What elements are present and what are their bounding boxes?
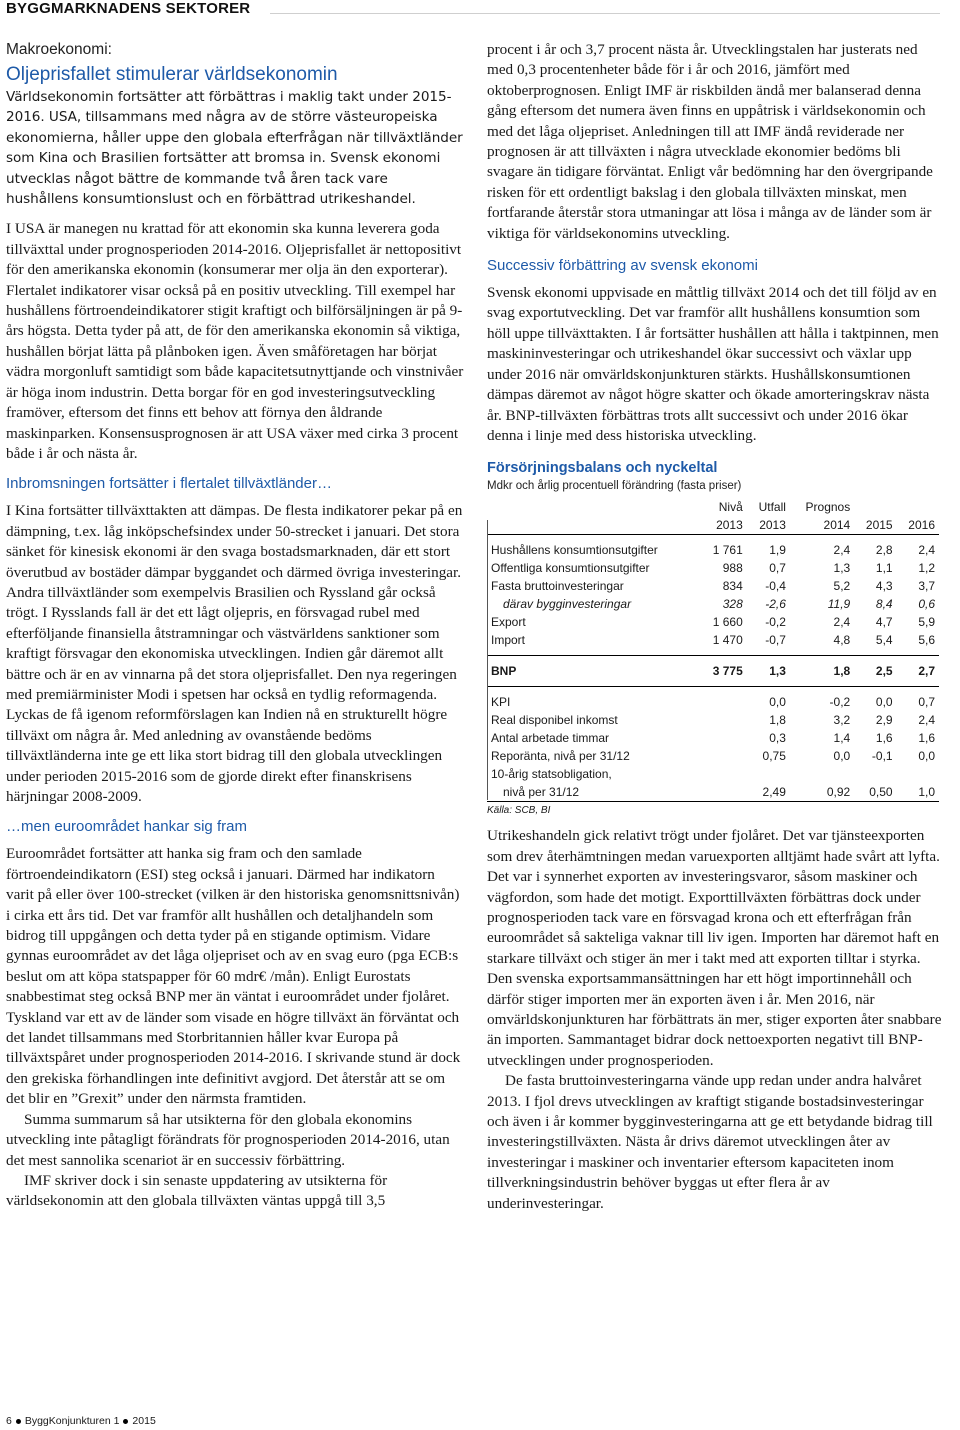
table-cell: 2016 bbox=[897, 516, 939, 535]
table-cell: -0,1 bbox=[871, 749, 893, 764]
table-cell: Reporänta, nivå per 31/12 bbox=[491, 749, 630, 764]
table-cell: därav bygginvesteringar bbox=[503, 597, 632, 612]
table-cell: BNP bbox=[491, 664, 517, 679]
table-row bbox=[487, 559, 939, 577]
table-cell: 1,4 bbox=[833, 731, 851, 746]
table-cell: 988 bbox=[722, 561, 743, 576]
table-header-row bbox=[487, 516, 939, 535]
table-cell: 3 775 bbox=[712, 664, 743, 679]
table-cell: 1,0 bbox=[897, 783, 939, 802]
table-cell: Utfall bbox=[758, 500, 786, 515]
table-row bbox=[487, 541, 939, 559]
paragraph-imf-continued: procent i år och 3,7 procent nästa år. Utvecklingstalen har justerats ned med 0,3 procentenheter både för i år och 2016, jämfört med oktoberprognosen. Enligt IMF är riskbilden ändå mer balanserad denna gång eftersom det numera även finns en uppåtrisk i världsekonomin och med det låga oljepriset. Anledningen till att IMF ändå reviderade ner prognosen är att tillväxten i några utvecklade ekonomier bedöms bli svagare än tidigare förväntat. Enligt vår bedömning har den övergripande risken för ett ordentligt bakslag i den globala tillväxten minskat, men fortfarande återstår stora utmaningar att lösa i många av de länder som är viktiga för världsekonomins utveckling. bbox=[487, 41, 933, 242]
table-cell: Export bbox=[491, 615, 526, 630]
table-row bbox=[487, 729, 939, 747]
table-cell: nivå per 31/12 bbox=[487, 783, 700, 802]
table-cell: 2,4 bbox=[833, 543, 851, 558]
table-cell: 0,92 bbox=[790, 783, 854, 802]
table-cell bbox=[487, 498, 700, 516]
publication-name: ByggKonjunkturen 1 bbox=[24, 1415, 120, 1427]
table-subtitle: Mdkr och årlig procentuell förändring (fasta priser) bbox=[487, 480, 742, 493]
table-cell: 2,4 bbox=[918, 713, 935, 728]
table-cell: 0,0 bbox=[875, 695, 893, 710]
table-row bbox=[487, 613, 939, 631]
table-left-rule bbox=[487, 520, 488, 800]
table-cell: 3,2 bbox=[833, 713, 851, 728]
table-cell: Real disponibel inkomst bbox=[491, 713, 618, 728]
table-cell: 0,7 bbox=[918, 695, 935, 710]
table-row bbox=[487, 711, 939, 729]
table-cell: -0,2 bbox=[765, 615, 786, 630]
table-cell: 10-årig statsobligation, bbox=[491, 767, 612, 782]
table-cell: -0,4 bbox=[765, 579, 786, 594]
paragraph-imf: IMF skriver dock i sin senaste uppdatering av utsikterna för världsekonomin att den globala tillväxten väntas uppgå till 3,5 bbox=[6, 1171, 388, 1210]
table-cell: 0,75 bbox=[762, 749, 786, 764]
table-cell: Import bbox=[491, 633, 526, 648]
heading-tillvaxtlander: Inbromsningen fortsätter i flertalet tillväxtländer… bbox=[6, 475, 332, 493]
table-cell: 1,9 bbox=[769, 543, 786, 558]
bullet-icon bbox=[16, 1419, 21, 1424]
section-title: BYGGMARKNADENS SEKTORER bbox=[6, 0, 251, 17]
publication-year: 2015 bbox=[132, 1415, 156, 1427]
page-header bbox=[0, 0, 960, 22]
table-cell: 0,0 bbox=[769, 695, 786, 710]
table-cell: 1 761 bbox=[712, 543, 743, 558]
paragraph-usa: I USA är manegen nu krattad för att ekonomin ska kunna leverera goda tillväxttal under prognosperioden 2014-2016. Oljeprisfallet är nettopositivt för den amerikanska ekonomin (konsumerar mer olja än den exporterar). Flertalet indikatorer visar också på en positiv utveckling. Till exempel har hushållens förtroendeindikatorer stigit kraftigt och bilförsäljningen är på 9-års högsta. Detta tyder på att, de för den amerikanska ekonomin så viktiga, hushållen börjat lätta på plånboken igen. Även småföretagen har börjat vädra morgonluft samtidigt som både kapacitetsutnyttjande och vinstnivåer är höga inom industrin. Detta borgar för en god investeringsutveckling framöver, eftersom det finns ett behov att förnya den åldrande maskinparken. Konsensusprognosen är att USA växer med cirka 3 procent både i år och nästa år. bbox=[6, 220, 464, 462]
table-cell: -0,7 bbox=[765, 633, 786, 648]
table-cell: 3,7 bbox=[918, 579, 935, 594]
table-cell bbox=[700, 729, 746, 747]
page-footer bbox=[6, 1415, 156, 1427]
table-cell: 1,6 bbox=[918, 731, 935, 746]
table-cell: 8,4 bbox=[875, 597, 893, 612]
table-row-bnp bbox=[487, 662, 939, 680]
table-cell bbox=[854, 498, 896, 516]
table-cell: 1,2 bbox=[918, 561, 935, 576]
table-row bbox=[487, 783, 939, 802]
heading-svensk-ekonomi: Successiv förbättring av svensk ekonomi bbox=[487, 257, 758, 275]
table-cell: 4,3 bbox=[875, 579, 893, 594]
table-cell: -0,2 bbox=[829, 695, 851, 710]
table-cell: 2014 bbox=[790, 516, 854, 535]
table-cell: 2015 bbox=[854, 516, 896, 535]
table-cell: 2,49 bbox=[747, 783, 790, 802]
table-cell bbox=[897, 498, 939, 516]
table-cell: 1,3 bbox=[769, 664, 786, 679]
table-cell: 2013 bbox=[747, 516, 790, 535]
left-column bbox=[6, 40, 464, 1212]
table-cell: 834 bbox=[722, 579, 743, 594]
key-figures-table bbox=[487, 498, 939, 802]
table-cell: 0,0 bbox=[918, 749, 935, 764]
table-cell: 1,1 bbox=[875, 561, 893, 576]
table-title: Försörjningsbalans och nyckeltal bbox=[487, 460, 718, 477]
table-cell: 1,3 bbox=[833, 561, 851, 576]
table-cell bbox=[700, 693, 746, 711]
table-cell: 1,6 bbox=[875, 731, 893, 746]
table-cell: 2,4 bbox=[918, 543, 935, 558]
table-cell: KPI bbox=[491, 695, 511, 710]
table-cell: Prognos bbox=[805, 500, 851, 515]
table-cell: 1 470 bbox=[712, 633, 743, 648]
table-cell: 5,2 bbox=[833, 579, 851, 594]
table-row bbox=[487, 631, 939, 649]
table-cell: 11,9 bbox=[827, 597, 851, 612]
table-cell: 328 bbox=[722, 597, 743, 612]
table-row-label bbox=[487, 765, 939, 783]
paragraph-utrikeshandel: Utrikeshandeln gick relativt trögt under fjolåret. Det var tjänsteexporten som drev återhämtningen medan varuexporten alltjämt hade svårt att lyfta. Det var i synnerhet exporten av investeringsvaror, såsom maskiner och vägfordon, som hade det motigt. Exporttillväxten förbättras dock under prognosperioden tack vare en försvagad krona och ett efterfrågan från euroområdet så sakteliga vaknar till liv igen. Importen har däremot haft en starkare tillväxt och stiger än mer i takt med att exporten tilltar i styrka. Den svenska exportsammansättningen har ett högt importinnehåll och därför stiger importen mer än exporten även i år. Men 2016, när omvärldskonjunkturen har förbättrats än mer, stiger exporten åter snabbare än importen. Sammantaget bidrar dock nettoexporten negativt till BNP-utvecklingen under prognosperioden. bbox=[487, 827, 942, 1069]
table-cell: Hushållens konsumtionsutgifter bbox=[491, 543, 658, 558]
table-cell bbox=[487, 516, 700, 535]
table-cell: 0,3 bbox=[769, 731, 786, 746]
heading-euroomradet: …men euroområdet hankar sig fram bbox=[6, 818, 247, 836]
table-row bbox=[487, 747, 939, 765]
table-cell: 1,8 bbox=[769, 713, 786, 728]
table-cell: Antal arbetade timmar bbox=[491, 731, 610, 746]
table-cell: 2,7 bbox=[918, 664, 935, 679]
lead-paragraph: Världsekonomin fortsätter att förbättras i maklig takt under 2015-2016. USA, tillsammans med några av de större västeuropeiska ekonomierna, håller uppe den globala efterfrågan när tillväxtländer som Kina och Brasilien fortsätter att bromsa in. Svensk ekonomi utvecklas något bättre de kommande två åren tack vare hushållens konsumtionslust och en förbättrad utrikeshandel. bbox=[6, 89, 463, 208]
table-cell bbox=[700, 747, 746, 765]
table-header-row bbox=[487, 498, 939, 516]
header-rule bbox=[270, 13, 940, 14]
bullet-icon bbox=[123, 1419, 128, 1424]
right-column bbox=[487, 40, 944, 1214]
table-cell: 5,6 bbox=[918, 633, 935, 648]
table-cell: 2,8 bbox=[875, 543, 893, 558]
table-cell: 2,9 bbox=[875, 713, 893, 728]
table-row-italic bbox=[487, 595, 939, 613]
table-cell: Offentliga konsumtionsutgifter bbox=[491, 561, 650, 576]
key-figures-table-box bbox=[487, 498, 944, 802]
table-row bbox=[487, 577, 939, 595]
table-cell: 0,50 bbox=[854, 783, 896, 802]
table-cell: 2,4 bbox=[833, 615, 851, 630]
paragraph-investeringar: De fasta bruttoinvesteringarna vände upp redan under andra halvåret 2013. I fjol drevs utvecklingen av kraftigt stigande bostadsinvesteringar och även i år kommer bygginvesteringarna att ge ett betydande bidrag till investeringstillväxten. Nästa år drivs däremot utvecklingen åter av investeringar i maskiner och inventarier eftersom kapaciteten inom tillverkningsindustrin behöver byggas ut efter flera år av underinvesteringar. bbox=[487, 1072, 933, 1212]
section-kicker: Makroekonomi: bbox=[6, 41, 112, 58]
page-number: 6 bbox=[6, 1415, 12, 1427]
table-cell: Nivå bbox=[718, 500, 743, 515]
table-cell: Fasta bruttoinvesteringar bbox=[491, 579, 624, 594]
paragraph-sverige: Svensk ekonomi uppvisade en måttlig tillväxt 2014 och det till följd av en svag exportutveckling. Det var framför allt hushållens konsumtion som höll uppe tillväxttakten. I år fortsätter hushållen att hålla i taktpinnen, men maskininvesteringar och utrikeshandel ökar successivt och växlar upp under 2016 när omvärldskonjunkturen stärkts. Hushållskonsumtionen dämpas däremot av något högre skatter och ökade amorteringskrav nästa år. BNP-tillväxten förbättras trots allt successivt och under 2016 ökar denna i linje med dess historiska utveckling. bbox=[487, 284, 939, 444]
table-cell: 4,8 bbox=[833, 633, 851, 648]
table-cell: 2013 bbox=[700, 516, 746, 535]
table-cell: 2,5 bbox=[875, 664, 893, 679]
table-cell: -2,6 bbox=[765, 597, 786, 612]
table-cell: 0,0 bbox=[833, 749, 851, 764]
paragraph-euro: Euroområdet fortsätter att hanka sig fram och den samlade förtroendeindikatorn (ESI) steg också i januari. Därmed har indikatorn varit på eller över 100-strecket (vilken är den historiska genomsnittsnivån) i cirka ett års tid. Det var framför allt hushållen och detaljhandeln som bidrog till uppgången och detta tyder på en stigande optimism. Vidare gynnas euroområdet av det låga oljepriset och av en svag euro (pga ECB:s beslut om att köpa statspapper för 60 mdr€ /mån). Enligt Eurostats snabbestimat steg också BNP mer än väntat i euroområdet under fjolåret. Tyskland var ett av de länder som visade en högre tillväxt än förväntat och det landet tillsammans med Storbritannien håller kvar Europa på tillväxtspåret under prognosperioden 2014-2016. I skrivande stund är dock den grekiska förhandlingen inte definitivt avgjord. Det återstår att se om det blir en ”Grexit” under den närmsta framtiden. bbox=[6, 845, 461, 1108]
table-cell: 0,6 bbox=[918, 597, 935, 612]
table-row bbox=[487, 693, 939, 711]
table-cell: 1,8 bbox=[833, 664, 851, 679]
paragraph-summa: Summa summarum så har utsikterna för den globala ekonomins utveckling inte påtagligt förändrats för prognosperioden 2014-2016, utan det mest sannolika scenariot är en successiv förbättring. bbox=[6, 1110, 450, 1169]
table-cell: 1 660 bbox=[712, 615, 743, 630]
table-cell bbox=[700, 711, 746, 729]
table-cell: 5,9 bbox=[918, 615, 935, 630]
article-title: Oljeprisfallet stimulerar världsekonomin bbox=[6, 64, 338, 85]
table-cell: 4,7 bbox=[875, 615, 893, 630]
table-source: Källa: SCB, BI bbox=[487, 805, 551, 817]
table-cell: 5,4 bbox=[875, 633, 893, 648]
paragraph-kina: I Kina fortsätter tillväxttakten att dämpas. De flesta indikatorer pekar på en dämpning, t.ex. låg inköpschefsindex under 50-strecket i januari. Det stora sänket för kinesisk ekonomi är den svaga bostadsmarknaden, där ett stort överutbud av bostäder dämpar byggandet och därmed övriga investeringar. Andra tillväxtländer som exempelvis Brasilien och Ryssland går också trögt. I Rysslands fall är det ett lågt oljepris, en försvagad rubel med efterföljande finansiella åtstramningar och västvärldens sanktioner som kraftigt försvagar den ekonomiska utvecklingen. Indien går däremot allt bättre och är en av vinnarna på det stora oljeprisfallet. Den nya regeringen med premiärminister Modi i spetsen har också en tydlig reformagenda. Lyckas de få igenom reformförslagen kan Indien nå en strukturellt högre tillväxt om några år. Med anledning av ovanstående bedöms tillväxtländerna inte ge ett lika stort bidrag till den globala utvecklingen under perioden 2015-2016 som de gjorde direkt efter finanskrisens härjningar 2008-2009. bbox=[6, 502, 463, 805]
table-cell: 0,7 bbox=[769, 561, 786, 576]
table-cell bbox=[700, 783, 746, 802]
